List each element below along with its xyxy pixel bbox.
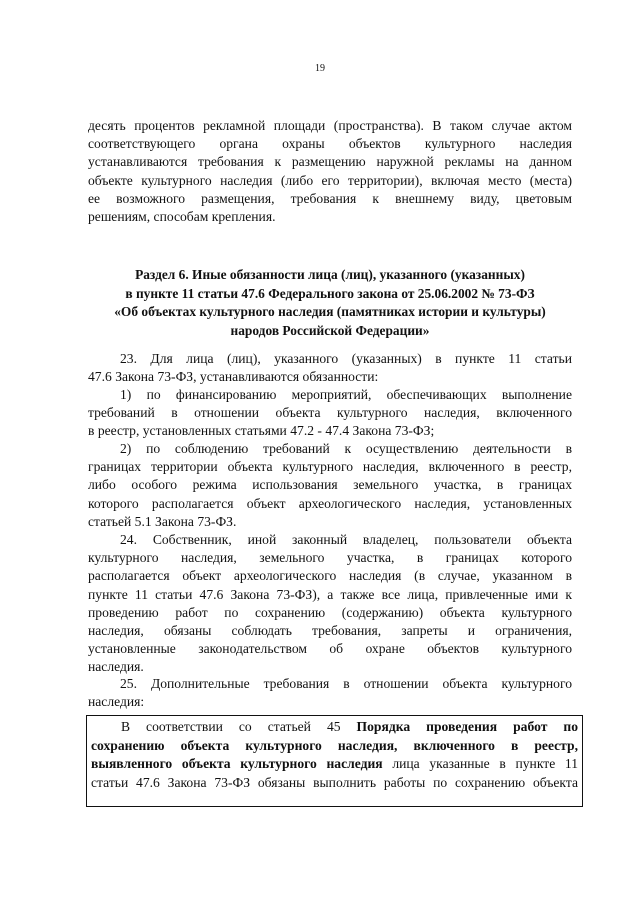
- text-line: статьей 5.1 Закона 73-ФЗ.: [88, 513, 237, 529]
- box-text: В соответствии со статьей 45: [121, 719, 357, 734]
- box-line: [91, 718, 578, 737]
- text-line: объекте культурного наследия (либо его территории), включая место (места): [88, 172, 572, 188]
- boxed-requirement: [86, 715, 583, 807]
- page-number: 19: [315, 63, 325, 74]
- section-heading: [88, 266, 572, 340]
- box-line: статьи 47.6 Закона 73-ФЗ обязаны выполнить работы по сохранению объекта: [91, 774, 578, 790]
- text-line: проведению работ по сохранению (содержанию) объекта культурного: [88, 604, 572, 620]
- text-line: 47.6 Закона 73-ФЗ, устанавливаются обязанности:: [88, 369, 379, 385]
- clause-25: [88, 675, 572, 711]
- text-line: наследия:: [88, 694, 145, 710]
- heading-line: «Об объектах культурного наследия (памятниках истории и культуры): [114, 304, 546, 320]
- text-line: культурного наследия, земельного участка, в границах которого: [88, 550, 572, 566]
- text-line: 2) по соблюдению требований к осуществлению деятельности в: [120, 441, 572, 456]
- text-line: 23. Для лица (лиц), указанного (указанных) в пункте 11 статьи: [120, 351, 572, 366]
- box-line: [91, 755, 578, 774]
- box-bold-text: сохранению объекта культурного наследия, включенного в реестр,: [91, 737, 578, 753]
- clause-24: [88, 531, 572, 677]
- text-line: требований в отношении объекта культурного наследия, включенного: [88, 405, 572, 421]
- text-line: наследия.: [88, 659, 144, 675]
- heading-line: в пункте 11 статьи 47.6 Федерального закона от 25.06.2002 № 73-ФЗ: [125, 285, 535, 301]
- text-line: 1) по финансированию мероприятий, обеспечивающих выполнение: [120, 387, 572, 402]
- text-line: устанавливаются требования к размещению наружной рекламы на данном: [88, 154, 572, 170]
- text-line: ее возможного размещения, требования к внешнему виду, цветовым: [88, 190, 572, 206]
- box-bold-text: выявленного объекта культурного наследия: [91, 756, 383, 772]
- text-line: наследия, обязаны соблюдать требования, запреты и ограничения,: [88, 623, 572, 639]
- text-line: 25. Дополнительные требования в отношении объекта культурного: [120, 676, 572, 691]
- text-line: в реестр, установленных статьями 47.2 - 47.4 Закона 73-ФЗ;: [88, 423, 435, 439]
- box-bold-text: Порядка проведения работ по: [356, 719, 578, 734]
- heading-line: Раздел 6. Иные обязанности лица (лиц), указанного (указанных): [135, 267, 525, 282]
- text-line: 24. Собственник, иной законный владелец, пользователи объекта: [120, 532, 572, 547]
- text-line: которого располагается объект археологического наследия, установленных: [88, 495, 572, 511]
- clause-23: [88, 350, 572, 386]
- clause-23-1: [88, 386, 572, 441]
- text-line: установленные законодательством об охране объектов культурного: [88, 641, 572, 657]
- text-line: десять процентов рекламной площади (пространства). В таком случае актом: [88, 118, 572, 133]
- text-line: пункте 11 статьи 47.6 Закона 73-ФЗ), а также все лица, привлеченные ими к: [88, 586, 572, 602]
- text-line: решениям, способам крепления.: [88, 209, 276, 225]
- box-text: лица указанные в пункте 11: [382, 756, 578, 772]
- intro-paragraph: [88, 117, 572, 226]
- text-line: либо особого режима использования земельного участка, в границах: [88, 477, 572, 493]
- box-line: [91, 737, 578, 756]
- text-line: соответствующего органа охраны объектов культурного наследия: [88, 136, 572, 152]
- text-line: располагается объект археологического наследия (в случае, указанном в: [88, 568, 572, 584]
- clause-23-2: [88, 440, 572, 531]
- heading-line: народов Российской Федерации»: [230, 322, 430, 338]
- text-line: границах территории объекта культурного наследия, включенного в реестр,: [88, 459, 572, 475]
